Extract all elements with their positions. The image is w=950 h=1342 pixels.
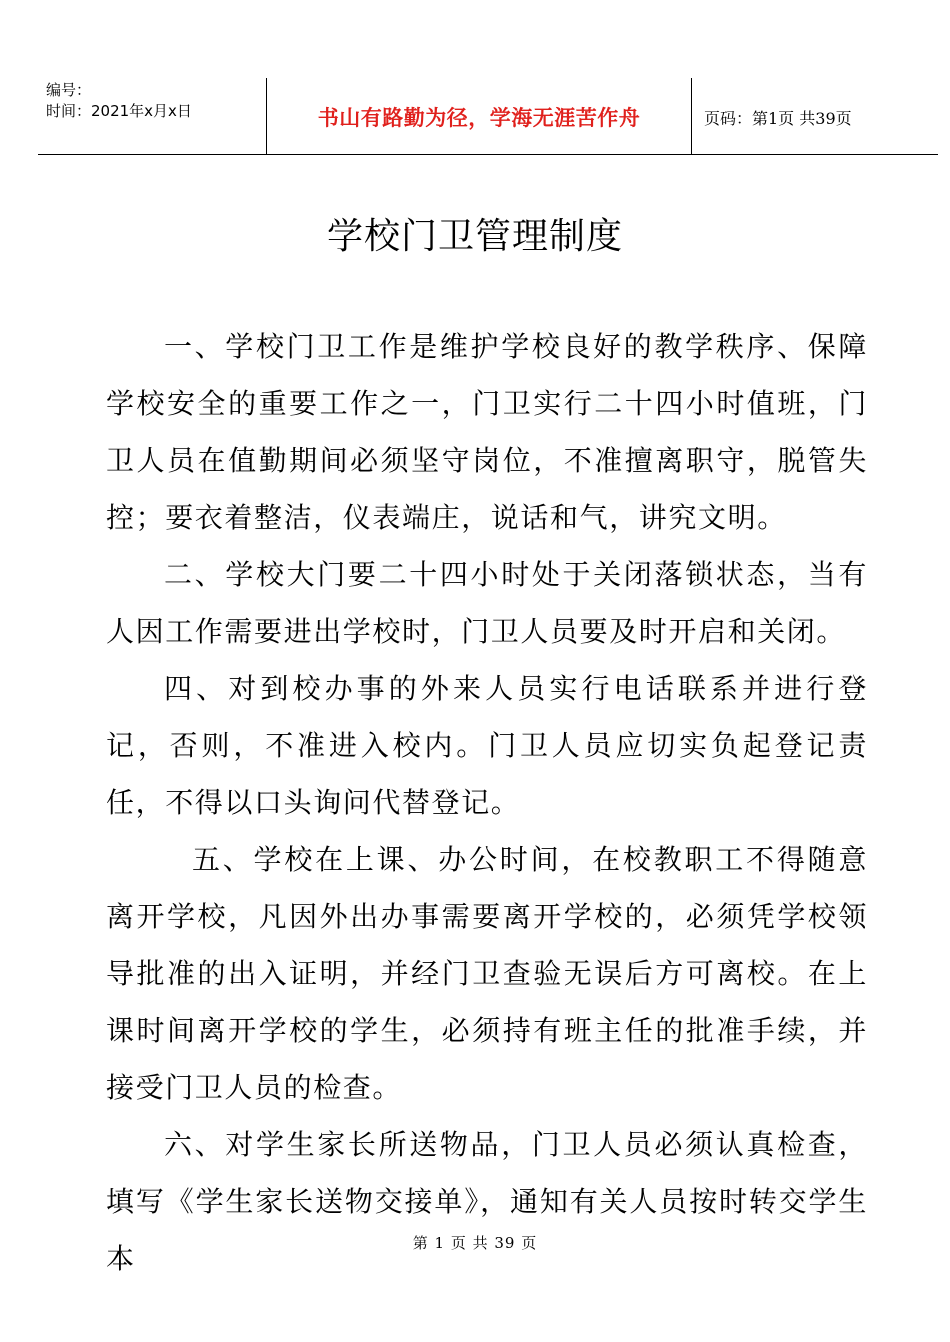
paragraph-2: 二、学校大门要二十四小时处于关闭落锁状态，当有人因工作需要进出学校时，门卫人员要及时开启和关闭。 (106, 558, 868, 648)
paragraph-1: 一、学校门卫工作是维护学校良好的教学秩序、保障学校安全的重要工作之一，门卫实行二十四小时值班，门卫人员在值勤期间必须坚守岗位，不准擅离职守，脱管失控；要衣着整洁，仪表端庄，说话和气，讲究文明。 (106, 330, 868, 534)
paragraph-5: 五、学校在上课、办公时间，在校教职工不得随意离开学校，凡因外出办事需要离开学校的，必须凭学校领导批准的出入证明，并经门卫查验无误后方可离校。在上课时间离开学校的学生，必须持有班主任的批准手续，并接受门卫人员的检查。 (106, 843, 868, 1104)
header-page-cell (692, 78, 938, 154)
header-motto: 书山有路勤为径，学海无涯苦作舟 (317, 105, 641, 130)
page-footer: 第 1 页 共 39 页 (412, 1234, 538, 1252)
header-motto-cell (267, 78, 692, 154)
header-page-info: 页码：第1页 共39页 (704, 108, 852, 128)
paragraph-4: 四、对到校办事的外来人员实行电话联系并进行登记，否则，不准进入校内。门卫人员应切实负起登记责任，不得以口头询问代替登记。 (106, 672, 868, 819)
document-time-label: 时间：2021年x月x日 (46, 102, 192, 120)
page-header (38, 78, 938, 155)
header-meta-cell (38, 78, 267, 154)
document-title: 学校门卫管理制度 (326, 216, 623, 257)
document-number-label: 编号： (46, 81, 92, 99)
paragraph-6: 六、对学生家长所送物品，门卫人员必须认真检查，填写《学生家长送物交接单》，通知有关人员按时转交学生本 (106, 1128, 868, 1275)
document-body (106, 318, 868, 1287)
